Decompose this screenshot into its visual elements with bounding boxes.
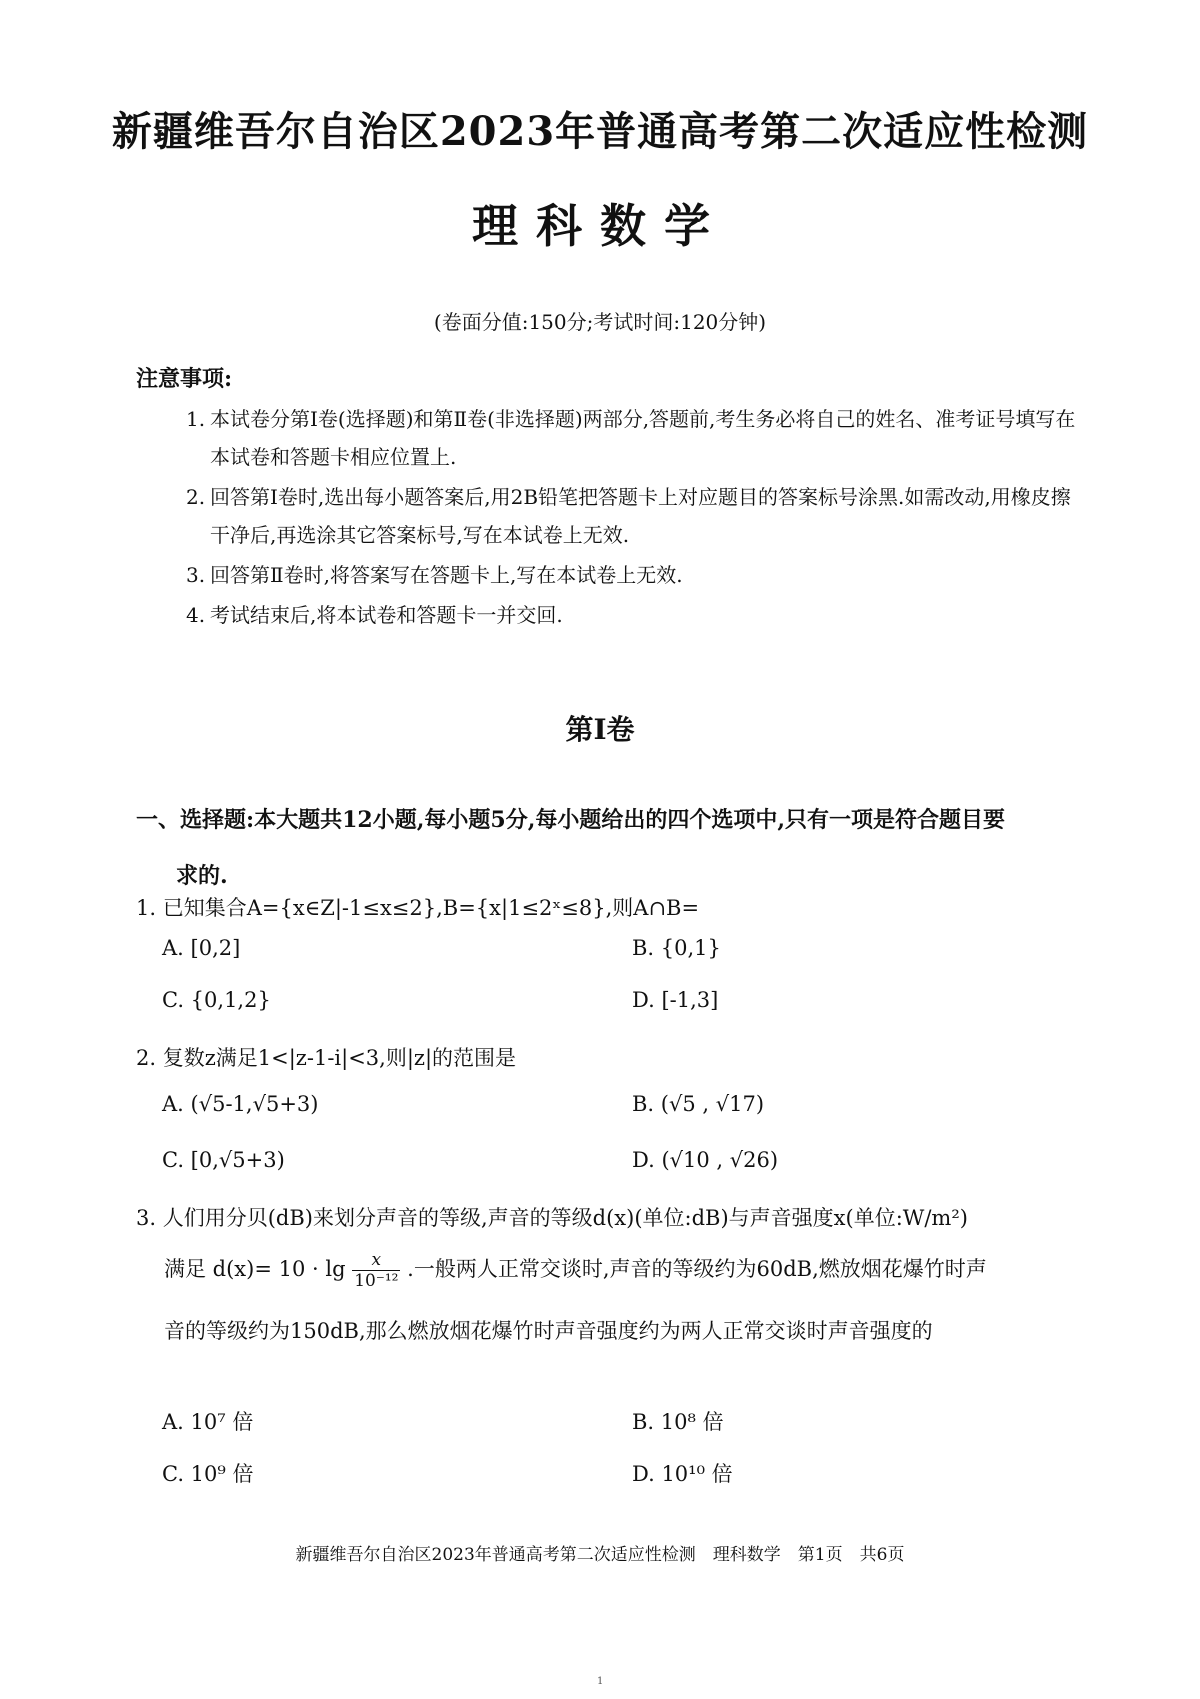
question-3-line2 [136, 1238, 1086, 1300]
notice-item-number: 3. [186, 563, 206, 587]
notice-item-text: 本试卷分第Ⅰ卷(选择题)和第Ⅱ卷(非选择题)两部分,答题前,考生务必将自己的姓名、准考证号填写在本试卷和答题卡相应位置上. [210, 407, 1076, 469]
notice-item-4 [186, 596, 1076, 634]
notice-item-1 [186, 400, 1076, 476]
section-heading-line1: 一、选择题:本大题共12小题,每小题5分,每小题给出的四个选项中,只有一项是符合题目要 [136, 807, 1006, 833]
question-3-line2-post: .一般两人正常交谈时,声音的等级约为60dB,燃放烟花爆竹时声 [407, 1257, 987, 1281]
q1-option-c: C. {0,1,2} [162, 988, 271, 1012]
page-footer: 新疆维吾尔自治区2023年普通高考第二次适应性检测 理科数学 第1页 共6页 [295, 1545, 905, 1565]
notice-item-text: 回答第Ⅰ卷时,选出每小题答案后,用2B铅笔把答题卡上对应题目的答案标号涂黑.如需改动,用橡皮擦干净后,再选涂其它答案标号,写在本试卷上无效. [210, 485, 1071, 547]
score-info: (卷面分值:150分;考试时间:120分钟) [433, 310, 767, 334]
notice-item-number: 4. [186, 603, 206, 627]
q1-option-a: A. [0,2] [162, 936, 241, 960]
q3-option-a: A. 10⁷ 倍 [162, 1410, 254, 1434]
section-heading-line2: 求的. [176, 863, 228, 889]
notice-item-2 [186, 478, 1076, 554]
notice-item-number: 1. [186, 407, 206, 431]
q2-option-b: B. (√5 , √17) [632, 1092, 765, 1116]
fraction-numerator: x [352, 1250, 400, 1271]
question-2 [136, 1038, 1086, 1078]
exam-title: 新疆维吾尔自治区2023年普通高考第二次适应性检测 [111, 108, 1089, 155]
question-1 [136, 888, 1086, 928]
question-1-stem: 1. 已知集合A={x∈Z|-1≤x≤2},B={x|1≤2ˣ≤8},则A∩B= [136, 896, 700, 920]
question-3-line3: 音的等级约为150dB,那么燃放烟花爆竹时声音强度约为两人正常交谈时声音强度的 [164, 1319, 933, 1343]
q3-option-c: C. 10⁹ 倍 [162, 1462, 254, 1486]
volume-title: 第Ⅰ卷 [565, 713, 635, 746]
q2-option-d: D. (√10 , √26) [632, 1148, 779, 1172]
notice-item-text: 考试结束后,将本试卷和答题卡一并交回. [210, 603, 563, 627]
q3-option-d: D. 10¹⁰ 倍 [632, 1462, 733, 1486]
q2-option-a: A. (√5-1,√5+3) [162, 1092, 319, 1116]
q1-option-d: D. [-1,3] [632, 988, 719, 1012]
question-3-stem: 3. 人们用分贝(dB)来划分声音的等级,声音的等级d(x)(单位:dB)与声音强度x(单位:W/m²) [136, 1206, 968, 1230]
exam-subject: 理科数学 [472, 199, 728, 253]
page-mark: 1 [597, 1676, 604, 1687]
notice-item-number: 2. [186, 485, 206, 509]
question-2-stem: 2. 复数z满足1<|z-1-i|<3,则|z|的范围是 [136, 1046, 517, 1070]
question-3-line2-pre: 满足 d(x)= 10 · lg [164, 1257, 346, 1281]
notice-item-text: 回答第Ⅱ卷时,将答案写在答题卡上,写在本试卷上无效. [210, 563, 683, 587]
notice-title: 注意事项: [136, 366, 233, 392]
q1-option-b: B. {0,1} [632, 936, 721, 960]
notice-item-3 [186, 556, 1076, 594]
fraction-denominator: 10⁻¹² [354, 1271, 399, 1291]
notice-list [186, 400, 1076, 636]
q3-option-b: B. 10⁸ 倍 [632, 1410, 724, 1434]
question-3 [136, 1198, 1086, 1362]
q2-option-c: C. [0,√5+3) [162, 1148, 285, 1172]
question-3-fraction [352, 1250, 400, 1291]
